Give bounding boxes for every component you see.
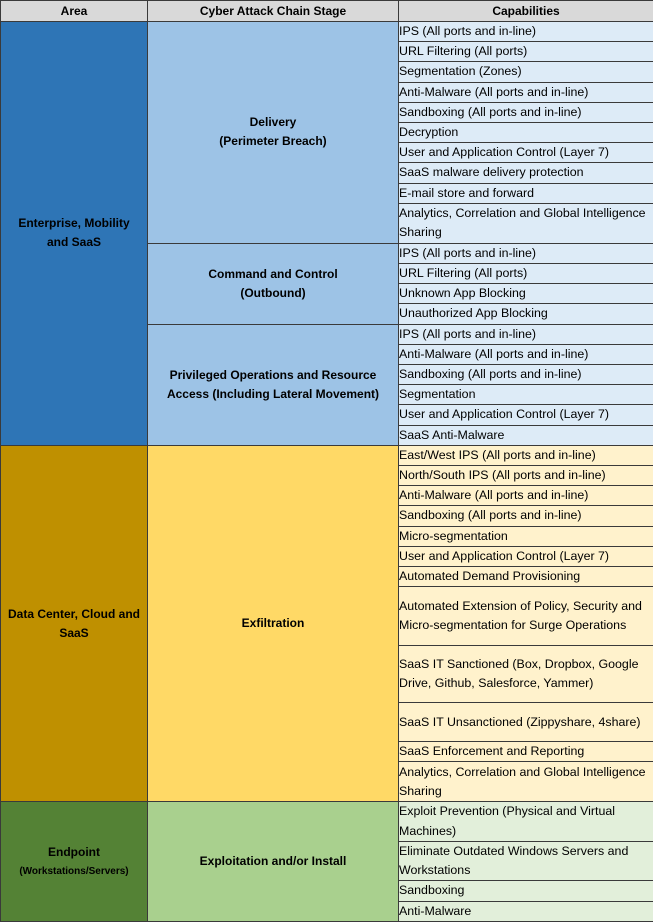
capability-cell: Automated Extension of Policy, Security and Micro-segmentation for Surge Operations [399, 587, 653, 646]
stage-cell-delivery [148, 22, 399, 244]
header-area: Area [1, 1, 148, 22]
capability-cell: Anti-Malware [399, 901, 653, 921]
area-label: Data Center, Cloud and [1, 605, 147, 624]
stage-label: Command and Control [148, 265, 398, 284]
capability-cell: SaaS IT Unsanctioned (Zippyshare, 4share) [399, 703, 653, 742]
stage-label: Exploitation and/or Install [148, 852, 398, 871]
capability-cell: Analytics, Correlation and Global Intelligence Sharing [399, 762, 653, 802]
capability-cell: Analytics, Correlation and Global Intelligence Sharing [399, 203, 653, 243]
table-row [1, 445, 653, 465]
capability-cell: SaaS Anti-Malware [399, 425, 653, 445]
stage-label: Exfiltration [148, 614, 398, 633]
area-label: Enterprise, Mobility [1, 214, 147, 233]
stage-label: (Outbound) [148, 284, 398, 303]
capability-cell: IPS (All ports and in-line) [399, 324, 653, 344]
stage-label: (Perimeter Breach) [148, 132, 398, 151]
header-stage: Cyber Attack Chain Stage [148, 1, 399, 22]
capability-cell: Anti-Malware (All ports and in-line) [399, 344, 653, 364]
capability-cell: Sandboxing (All ports and in-line) [399, 365, 653, 385]
capability-cell: Automated Demand Provisioning [399, 567, 653, 587]
capability-cell: User and Application Control (Layer 7) [399, 546, 653, 566]
capability-cell: Anti-Malware (All ports and in-line) [399, 486, 653, 506]
table-row [1, 802, 653, 841]
capability-cell: Segmentation [399, 385, 653, 405]
capability-cell: Micro-segmentation [399, 526, 653, 546]
capability-cell: Segmentation (Zones) [399, 62, 653, 82]
area-cell-enterprise [1, 22, 148, 446]
capability-cell: Sandboxing (All ports and in-line) [399, 506, 653, 526]
capability-cell: E-mail store and forward [399, 183, 653, 203]
stage-cell-command-and-control [148, 243, 399, 324]
capability-cell: North/South IPS (All ports and in-line) [399, 466, 653, 486]
capability-cell: User and Application Control (Layer 7) [399, 143, 653, 163]
area-label: Endpoint [1, 843, 147, 862]
capability-cell: Unauthorized App Blocking [399, 304, 653, 324]
capability-cell: Exploit Prevention (Physical and Virtual Machines) [399, 802, 653, 841]
capability-cell: URL Filtering (All ports) [399, 42, 653, 62]
area-cell-endpoint [1, 802, 148, 921]
capability-cell: SaaS Enforcement and Reporting [399, 742, 653, 762]
area-label: (Workstations/Servers) [1, 862, 147, 881]
stage-cell-exfiltration [148, 445, 399, 802]
capability-cell: URL Filtering (All ports) [399, 264, 653, 284]
area-cell-data-center [1, 445, 148, 802]
stage-label: Privileged Operations and Resource [148, 366, 398, 385]
header-capabilities: Capabilities [399, 1, 653, 22]
stage-cell-privileged-operations [148, 324, 399, 445]
area-label: SaaS [1, 624, 147, 643]
capability-cell: Decryption [399, 123, 653, 143]
table-row [1, 22, 653, 42]
capability-cell: IPS (All ports and in-line) [399, 243, 653, 263]
capability-cell: Sandboxing [399, 881, 653, 901]
stage-cell-exploitation [148, 802, 399, 921]
capability-cell: SaaS IT Sanctioned (Box, Dropbox, Google Drive, Github, Salesforce, Yammer) [399, 646, 653, 703]
capability-cell: IPS (All ports and in-line) [399, 22, 653, 42]
capability-cell: Eliminate Outdated Windows Servers and Workstations [399, 841, 653, 880]
header-row [1, 1, 653, 22]
capability-cell: User and Application Control (Layer 7) [399, 405, 653, 425]
area-label: and SaaS [1, 233, 147, 252]
stage-label: Delivery [148, 113, 398, 132]
stage-label: Access (Including Lateral Movement) [148, 385, 398, 404]
capability-cell: Unknown App Blocking [399, 284, 653, 304]
capability-cell: East/West IPS (All ports and in-line) [399, 445, 653, 465]
capability-cell: Sandboxing (All ports and in-line) [399, 102, 653, 122]
capability-cell: SaaS malware delivery protection [399, 163, 653, 183]
capability-cell: Anti-Malware (All ports and in-line) [399, 82, 653, 102]
